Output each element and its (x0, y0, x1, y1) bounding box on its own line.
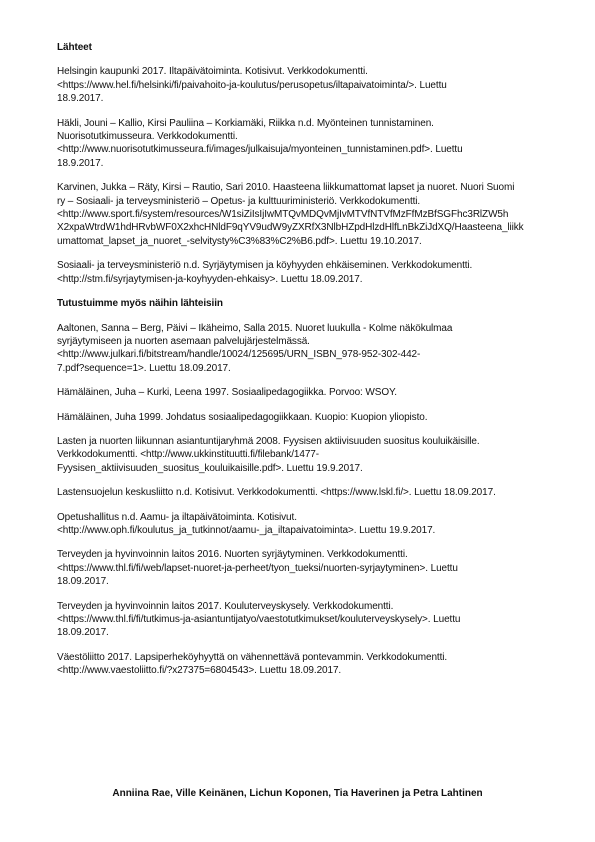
reference-line: Helsingin kaupunki 2017. Iltapäivätoiminta. Kotisivut. Verkkodokumentti. (57, 66, 368, 78)
reference-entry (57, 386, 569, 399)
reference-line: <https://www.thl.fi/fi/web/lapset-nuoret-ja-perheet/tyon_tueksi/nuorten-syrjaytyminen>. Luettu (57, 562, 458, 574)
reference-line: Lastensuojelun keskusliitto n.d. Kotisivut. Verkkodokumentti. <https://www.lskl.fi/>. Luettu 18.09.2017. (57, 487, 496, 499)
reference-line: Terveyden ja hyvinvoinnin laitos 2017. Kouluterveyskysely. Verkkodokumentti. (57, 600, 394, 612)
reference-line: 18.09.2017. (57, 627, 109, 639)
reference-line: <http://stm.fi/syrjaytymisen-ja-koyhyyden-ehkaisy>. Luettu 18.09.2017. (57, 273, 363, 285)
reference-line: Hämäläinen, Juha 1999. Johdatus sosiaalipedagogiikkaan. Kuopio: Kuopion yliopisto. (57, 411, 428, 423)
reference-entry (57, 181, 569, 248)
reference-line: Karvinen, Jukka – Räty, Kirsi – Rautio, Sari 2010. Haasteena liikkumattomat lapset ja nuoret. Nuori Suomi (57, 182, 515, 194)
reference-entry (57, 117, 569, 171)
reference-line: Terveyden ja hyvinvoinnin laitos 2016. Nuorten syrjäytyminen. Verkkodokumentti. (57, 549, 408, 561)
references-content (57, 41, 569, 689)
reference-entry (57, 411, 569, 424)
reference-line: Hämäläinen, Juha – Kurki, Leena 1997. Sosiaalipedagogiikka. Porvoo: WSOY. (57, 387, 397, 399)
reference-line: Aaltonen, Sanna – Berg, Päivi – Ikäheimo, Salla 2015. Nuoret luukulla - Kolme näkökulmaa (57, 322, 453, 334)
footer-authors: Anniina Rae, Ville Keinänen, Lichun Koponen, Tia Haverinen ja Petra Lahtinen (112, 788, 483, 799)
reference-line: Häkli, Jouni – Kallio, Kirsi Pauliina – Korkiamäki, Riikka n.d. Myönteinen tunnistaminen. (57, 117, 434, 129)
reference-line: Väestöliitto 2017. Lapsiperheköyhyyttä on vähennettävä pontevammin. Verkkodokumentti. (57, 651, 448, 663)
reference-line: X2xpaWtrdW1hdHRvbWF0X2xhcHNldF9qYV9udW9yZXRfX3NlbHZpdHlzdHlfLnBkZiJdXQ/Haasteena_liikk (57, 222, 524, 234)
reference-line: <https://www.hel.fi/helsinki/fi/paivahoito-ja-koulutus/perusopetus/iltapaivatoiminta/>. Luettu (57, 79, 447, 91)
reference-line: 18.09.2017. (57, 576, 109, 588)
reference-line: <http://www.nuorisotutkimusseura.fi/images/julkaisuja/myonteinen_tunnistaminen.pdf>. Luettu (57, 144, 463, 156)
reference-entry (57, 600, 569, 640)
reference-line: syrjäytymiseen ja nuorten asemaan palvelujärjestelmässä. (57, 335, 310, 347)
reference-line: <http://www.julkari.fi/bitstream/handle/10024/125695/URN_ISBN_978-952-302-442- (57, 349, 421, 361)
section-heading: Tutustuimme myös näihin lähteisiin (57, 298, 223, 310)
reference-line: Verkkodokumentti. <http://www.ukkinstituutti.fi/filebank/1477- (57, 449, 319, 461)
reference-entry (57, 486, 569, 499)
reference-entry (57, 651, 569, 678)
reference-entry (57, 259, 569, 286)
reference-line: umattomat_lapset_ja_nuoret_-selvitysty%C3%83%C2%B6.pdf>. Luettu 19.10.2017. (57, 235, 422, 247)
reference-line: <http://www.sport.fi/system/resources/W1siZiIsIjIwMTQvMDQvMjIvMTVfNTVfMzFfMzBfSGFhc3RlZW5h (57, 209, 509, 221)
reference-entry (57, 548, 569, 588)
reference-line: <https://www.thl.fi/fi/tutkimus-ja-asiantuntijatyo/vaestotutkimukset/kouluterveyskysely>. Luettu (57, 614, 461, 625)
reference-line: Nuorisotutkimusseura. Verkkodokumentti. (57, 131, 238, 143)
reference-line: 18.9.2017. (57, 157, 104, 169)
reference-line: 18.9.2017. (57, 93, 104, 105)
reference-line: <http://www.vaestoliitto.fi/?x27375=6804543>. Luettu 18.09.2017. (57, 665, 342, 677)
reference-entry (57, 65, 569, 105)
reference-entry (57, 435, 569, 475)
reference-line: 7.pdf?sequence=1>. Luettu 18.09.2017. (57, 362, 231, 374)
reference-line: Sosiaali- ja terveysministeriö n.d. Syrjäytymisen ja köyhyyden ehkäiseminen. Verkkodokumentti. (57, 260, 473, 272)
reference-line: <http://www.oph.fi/koulutus_ja_tutkinnot/aamu-_ja_iltapaivatoiminta>. Luettu 19.9.2017. (57, 524, 436, 536)
reference-line: Opetushallitus n.d. Aamu- ja iltapäivätoiminta. Kotisivut. (57, 511, 297, 523)
reference-line: Fyysisen_aktiivisuuden_suositus_kouluikaisille.pdf>. Luettu 19.9.2017. (57, 462, 363, 474)
reference-line: Lasten ja nuorten liikunnan asiantuntijaryhmä 2008. Fyysisen aktiivisuuden suositus kouluikäisille. (57, 435, 480, 447)
reference-entry (57, 322, 569, 376)
reference-line: ry – Sosiaali- ja terveysministeriö – Opetus- ja kulttuuriministeriö. Verkkodokumentti. (57, 195, 421, 207)
reference-entry (57, 511, 569, 538)
section-heading: Lähteet (57, 42, 92, 53)
